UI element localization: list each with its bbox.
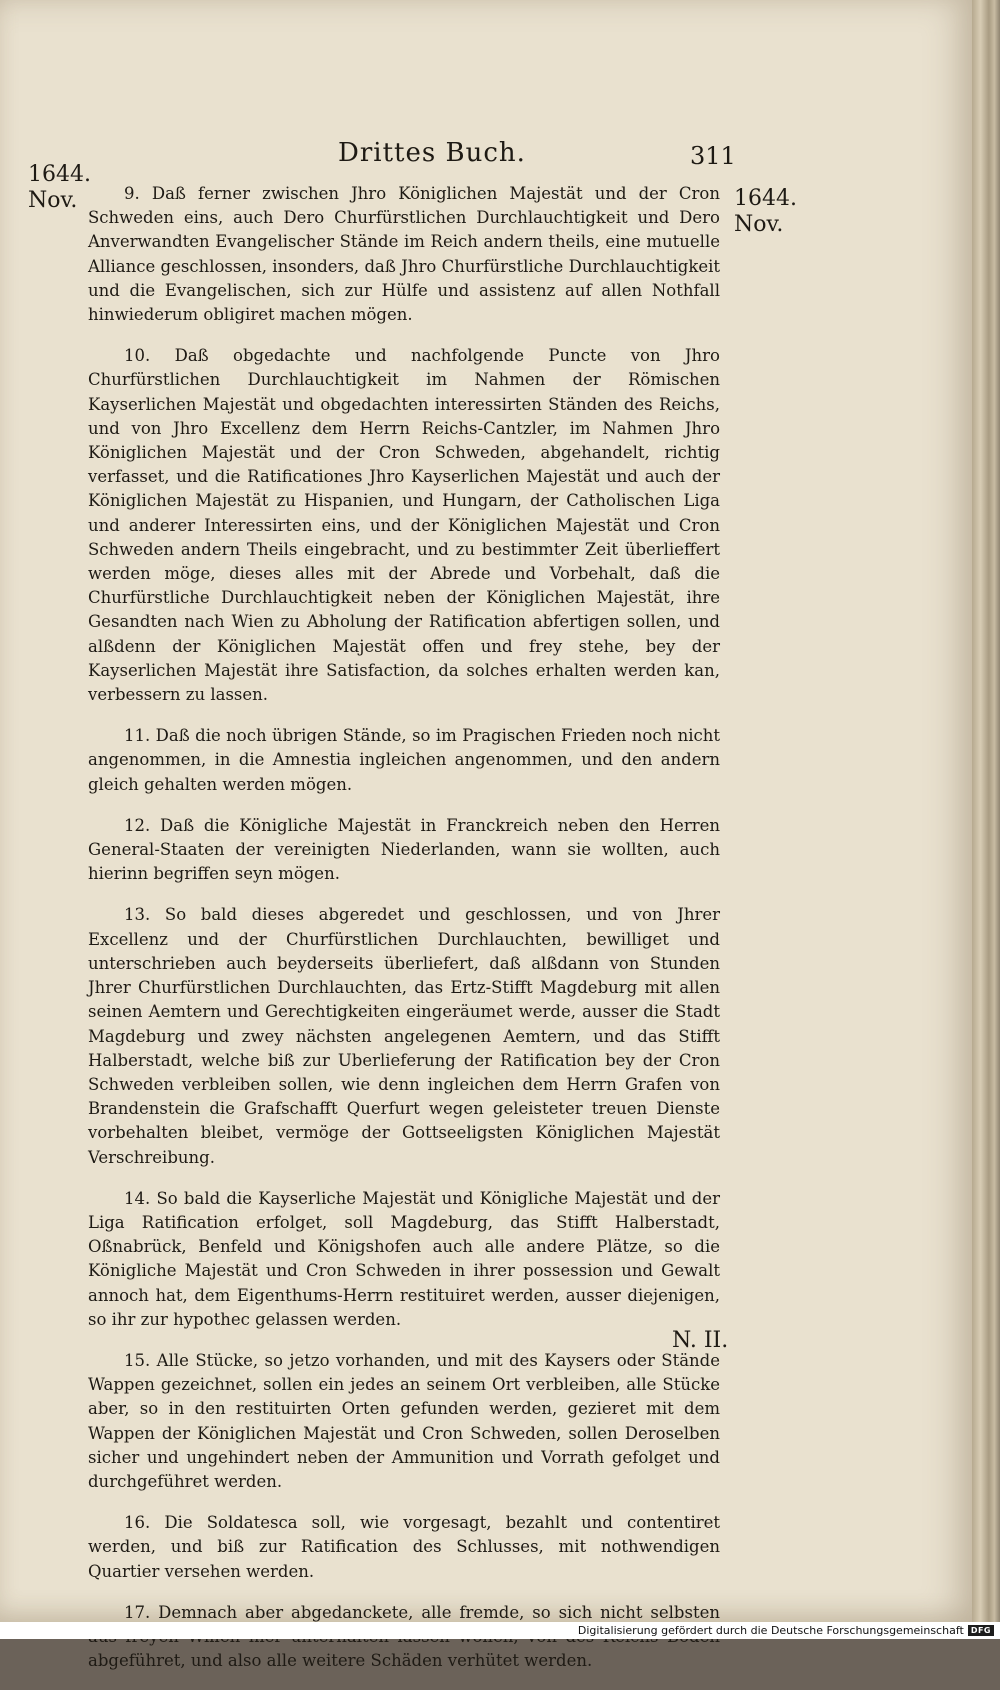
body-text — [88, 182, 720, 1690]
paragraph-16: 16. Die Soldatesca soll, wie vorgesagt, bezahlt und contentiret werden, und biß zur Ratification des Schlusses, mit nothwendigen Quartier versehen werden. — [88, 1513, 720, 1581]
paragraph-12: 12. Daß die Königliche Majestät in Franckreich neben den Herren General-Staaten der vereinigten Niederlanden, wann sie wollten, auch hierinn begriffen seyn mögen. — [88, 815, 720, 884]
margin-note-left-year: 1644. — [28, 162, 91, 187]
paragraph-9: 9. Daß ferner zwischen Jhro Königlichen Majestät und der Cron Schweden eins, auch Dero Churfürstlichen Durchlauchtigkeit und Dero Anverwandten Evangelischer Stände im Reich andern theils, eine mutuelle Alliance geschlossen, insonders, daß Jhro Churfürstliche Durchlauchtigkeit und die Evangelischen, sich zur Hülfe und assistenz auf allen Nothfall hinwiederum obligiret machen mögen. — [88, 184, 720, 325]
margin-note-left — [28, 162, 91, 214]
running-head: Drittes Buch. — [338, 138, 526, 168]
paragraph-14: 14. So bald die Kayserliche Majestät und Königliche Majestät und der Liga Ratification erfolget, soll Magdeburg, das Stifft Halberstadt, Oßnabrück, Benfeld und Königshofen auch alle andere Plätze, so die Königliche Majestät und Cron Schweden in ihrer possession und Gewalt annoch hat, dem Eigenthums-Herrn restituiret werden, ausser diejenigen, so ihr zur hypothec gelassen werden. — [88, 1188, 720, 1329]
page-edge — [972, 0, 1000, 1622]
catchword: N. II. — [672, 1328, 729, 1353]
paragraph-13: 13. So bald dieses abgeredet und geschlossen, und von Jhrer Excellenz und der Churfürstlichen Durchlauchten, bewilliget und unterschrieben auch beyderseits überliefert, daß alßdann von Stunden Jhrer Churfürstlichen Durchlauchten, das Ertz-Stifft Magdeburg mit allen seinen Aemtern und Gerechtigkeiten eingeräumet werde, ausser die Stadt Magdeburg und zwey nächsten angelegenen Aemtern, und das Stifft Halberstadt, welche biß zur Uberlieferung der Ratification bey der Cron Schweden verbleiben sollen, wie denn ingleichen dem Herrn Grafen von Brandenstein die Grafschafft Querfurt wegen geleisteter treuen Dienste vorbehalten bleibet, vermöge der Gottseeligsten Königlichen Majestät Verschreibung. — [88, 905, 720, 1167]
paragraph-11: 11. Daß die noch übrigen Stände, so im Pragischen Frieden noch nicht angenommen, in die Amnestia ingleichen angenommen, und den andern gleich gehalten werden mögen. — [88, 726, 720, 794]
paragraph-10: 10. Daß obgedachte und nachfolgende Puncte von Jhro Churfürstlichen Durchlauchtigkeit im Nahmen der Römischen Kayserlichen Majestät und obgedachten interessirten Ständen des Reichs, und von Jhro Excellenz dem Herrn Reichs-Cantzler, im Nahmen Jhro Königlichen Majestät und der Cron Schweden, abgehandelt, richtig verfasset, und die Ratificationes Jhro Kayserlichen Majestät und auch der Königlichen Majestät zu Hispanien, und Hungarn, der Catholischen Liga und anderer Interessirten eins, und der Königlichen Majestät und Cron Schweden andern Theils eingebracht, und zu bestimmter Zeit überlieffert werden möge, dieses alles mit der Abrede und Vorbehalt, daß die Churfürstliche Durchlauchtigkeit neben der Königlichen Majestät, ihre Gesandten nach Wien zu Abholung der Ratification abfertigen sollen, und alßdenn der Königlichen Majestät offen und frey stehe, bey der Kayserlichen Majestät ihre Satisfaction, da solches erhalten werden kan, verbessern zu lassen. — [88, 346, 720, 705]
footer-credit-text: Digitalisierung gefördert durch die Deutsche Forschungsgemeinschaft — [577, 1624, 964, 1637]
margin-note-right-month: Nov. — [734, 212, 784, 237]
paragraph-17: 17. Demnach aber abgedanckete, alle fremde, so sich nicht selbsten abgeführet, und also alle weitere Schäden verhütet werden. — [88, 1602, 720, 1671]
paragraph-15: 15. Alle Stücke, so jetzo vorhanden, und mit des Kaysers oder Stände Wappen gezeichnet, sollen ein jedes an seinem Ort verbleiben, alle Stücke aber, so in den restituirten Orten gefunden werden, gezieret mit dem Wappen der Königlichen Majestät und Cron Schweden, sollen Deroselben sicher und ungehindert neben der Ammunition und Vorrath gefolget und durchgeführet werden. — [88, 1350, 720, 1491]
page-number: 311 — [690, 142, 736, 170]
dfg-logo: DFG — [968, 1625, 994, 1636]
footer-credit — [578, 1624, 994, 1637]
margin-note-left-month: Nov. — [28, 188, 78, 213]
margin-note-right — [734, 186, 797, 238]
margin-note-right-year: 1644. — [734, 186, 797, 211]
